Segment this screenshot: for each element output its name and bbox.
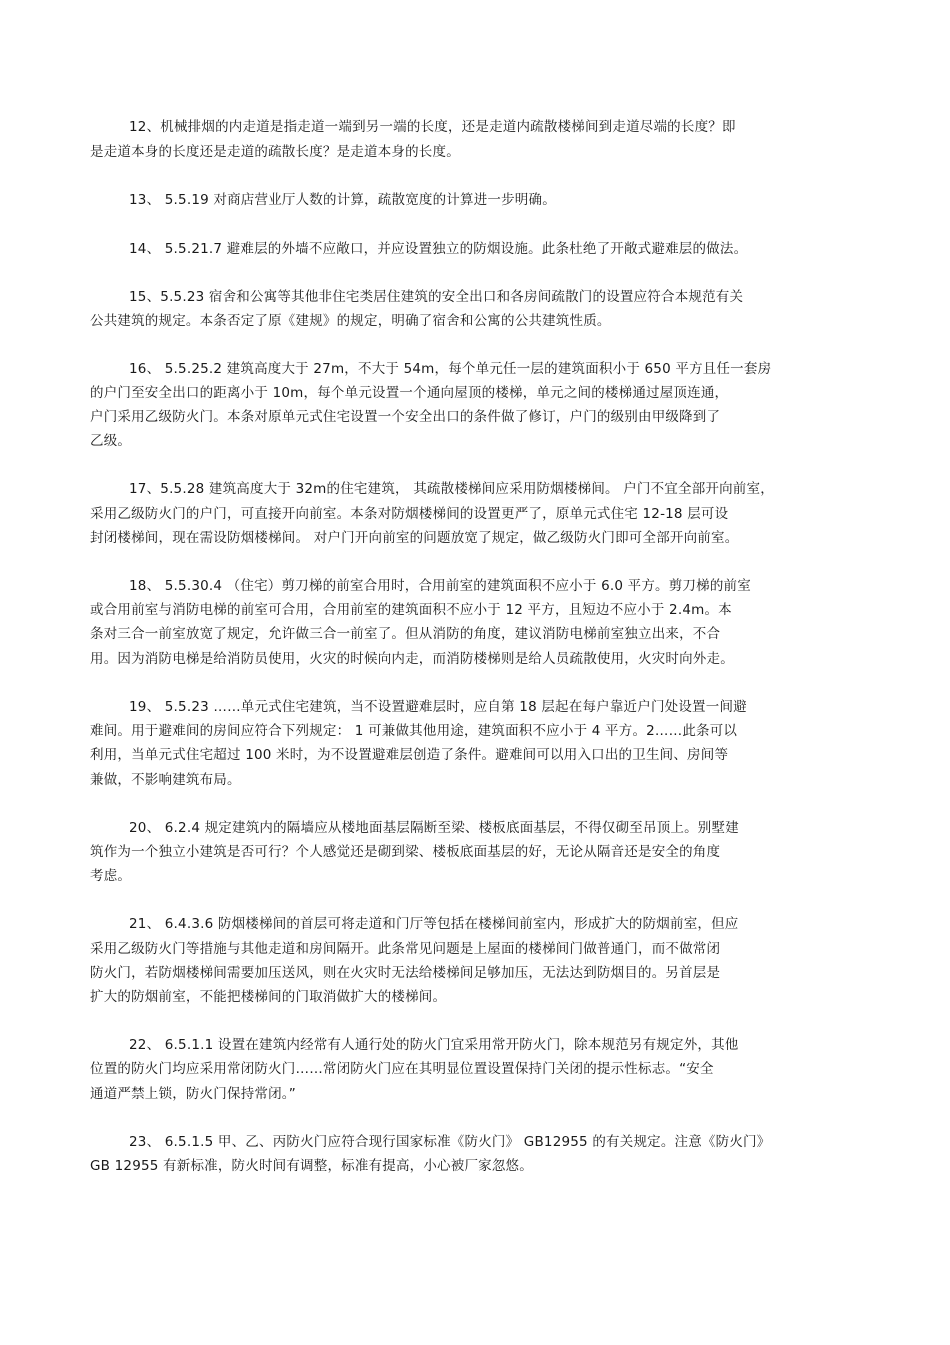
text-line: 16、 5.5.25.2 建筑高度大于 27m，不大于 54m，每个单元任一层的建筑面积小于 650 平方且任一套房 (129, 361, 772, 377)
text-line: 考虑。 (90, 868, 132, 884)
text-line: 乙级。 (90, 433, 132, 449)
text-line: 14、 5.5.21.7 避难层的外墙不应敞口，并应设置独立的防烟设施。此条杜绝了开敞式避难层的做法。 (129, 241, 748, 257)
text-line: 封闭楼梯间，现在需设防烟楼梯间。 对户门开向前室的问题放宽了规定，做乙级防火门即可全部开向前室。 (90, 530, 739, 546)
text-line: 公共建筑的规定。本条否定了原《建规》的规定，明确了宿舍和公寓的公共建筑性质。 (90, 313, 611, 329)
text-line: 15、5.5.23 宿舍和公寓等其他非住宅类居住建筑的安全出口和各房间疏散门的设置应符合本规范有关 (129, 289, 744, 305)
text-line: 17、5.5.28 建筑高度大于 32m的住宅建筑， 其疏散楼梯间应采用防烟楼梯间。 户门不宜全部开向前室， (129, 481, 774, 497)
text-line: 户门采用乙级防火门。本条对原单元式住宅设置一个安全出口的条件做了修订，户门的级别由甲级降到了 (90, 409, 721, 425)
text-line: 21、 6.4.3.6 防烟楼梯间的首层可将走道和门厅等包括在楼梯间前室内，形成扩大的防烟前室，但应 (129, 916, 739, 932)
text-line: 是走道本身的长度还是走道的疏散长度？是走道本身的长度。 (90, 144, 460, 160)
text-line: 位置的防火门均应采用常闭防火门……常闭防火门应在其明显位置设置保持门关闭的提示性标志。“安全 (90, 1061, 714, 1077)
text-line: 22、 6.5.1.1 设置在建筑内经常有人通行处的防火门宜采用常开防火门，除本规范另有规定外，其他 (129, 1037, 739, 1053)
text-line: 的户门至安全出口的距离小于 10m，每个单元设置一个通向屋顶的楼梯，单元之间的楼梯通过屋顶连通， (90, 385, 729, 401)
text-line: 13、 5.5.19 对商店营业厅人数的计算，疏散宽度的计算进一步明确。 (129, 192, 556, 208)
text-line: 23、 6.5.1.5 甲、乙、丙防火门应符合现行国家标准《防火门》 GB12955 的有关规定。注意《防火门》 (129, 1134, 771, 1150)
text-line: 20、 6.2.4 规定建筑内的隔墙应从楼地面基层隔断至梁、楼板底面基层，不得仅砌至吊顶上。别墅建 (129, 820, 739, 836)
text-line: 用。因为消防电梯是给消防员使用，火灾的时候向内走，而消防楼梯则是给人员疏散使用，火灾时向外走。 (90, 651, 734, 667)
text-line: 18、 5.5.30.4 （住宅）剪刀梯的前室合用时，合用前室的建筑面积不应小于 6.0 平方。剪刀梯的前室 (129, 578, 751, 594)
text-line: 兼做，不影响建筑布局。 (90, 772, 241, 788)
text-line: 采用乙级防火门等措施与其他走道和房间隔开。此条常见问题是上屋面的楼梯间门做普通门，而不做常闭 (90, 941, 721, 957)
text-line: 12、机械排烟的内走道是指走道一端到另一端的长度，还是走道内疏散楼梯间到走道尽端的长度？即 (129, 119, 736, 135)
text-line: 采用乙级防火门的户门，可直接开向前室。本条对防烟楼梯间的设置更严了，原单元式住宅 12-18 层可设 (90, 506, 729, 522)
text-line: 或合用前室与消防电梯的前室可合用，合用前室的建筑面积不应小于 12 平方，且短边不应小于 2.4m。本 (90, 602, 732, 618)
text-line: GB 12955 有新标准，防火时间有调整，标准有提高，小心被厂家忽悠。 (90, 1158, 533, 1174)
text-line: 扩大的防烟前室，不能把楼梯间的门取消做扩大的楼梯间。 (90, 989, 447, 1005)
text-line: 难间。用于避难间的房间应符合下列规定： 1 可兼做其他用途，建筑面积不应小于 4 平方。2……此条可以 (90, 723, 738, 739)
text-line: 条对三合一前室放宽了规定，允许做三合一前室了。但从消防的角度，建议消防电梯前室独立出来，不合 (90, 626, 721, 642)
text-line: 筑作为一个独立小建筑是否可行？个人感觉还是砌到梁、楼板底面基层的好，无论从隔音还是安全的角度 (90, 844, 721, 860)
text-line: 防火门，若防烟楼梯间需要加压送风，则在火灾时无法给楼梯间足够加压，无法达到防烟目的。另首层是 (90, 965, 721, 981)
text-line: 利用，当单元式住宅超过 100 米时，为不设置避难层创造了条件。避难间可以用入口出的卫生间、房间等 (90, 747, 729, 763)
text-line: 通道严禁上锁，防火门保持常闭。” (90, 1086, 296, 1102)
text-line: 19、 5.5.23 ……单元式住宅建筑，当不设置避难层时，应自第 18 层起在每户靠近户门处设置一间避 (129, 699, 747, 715)
